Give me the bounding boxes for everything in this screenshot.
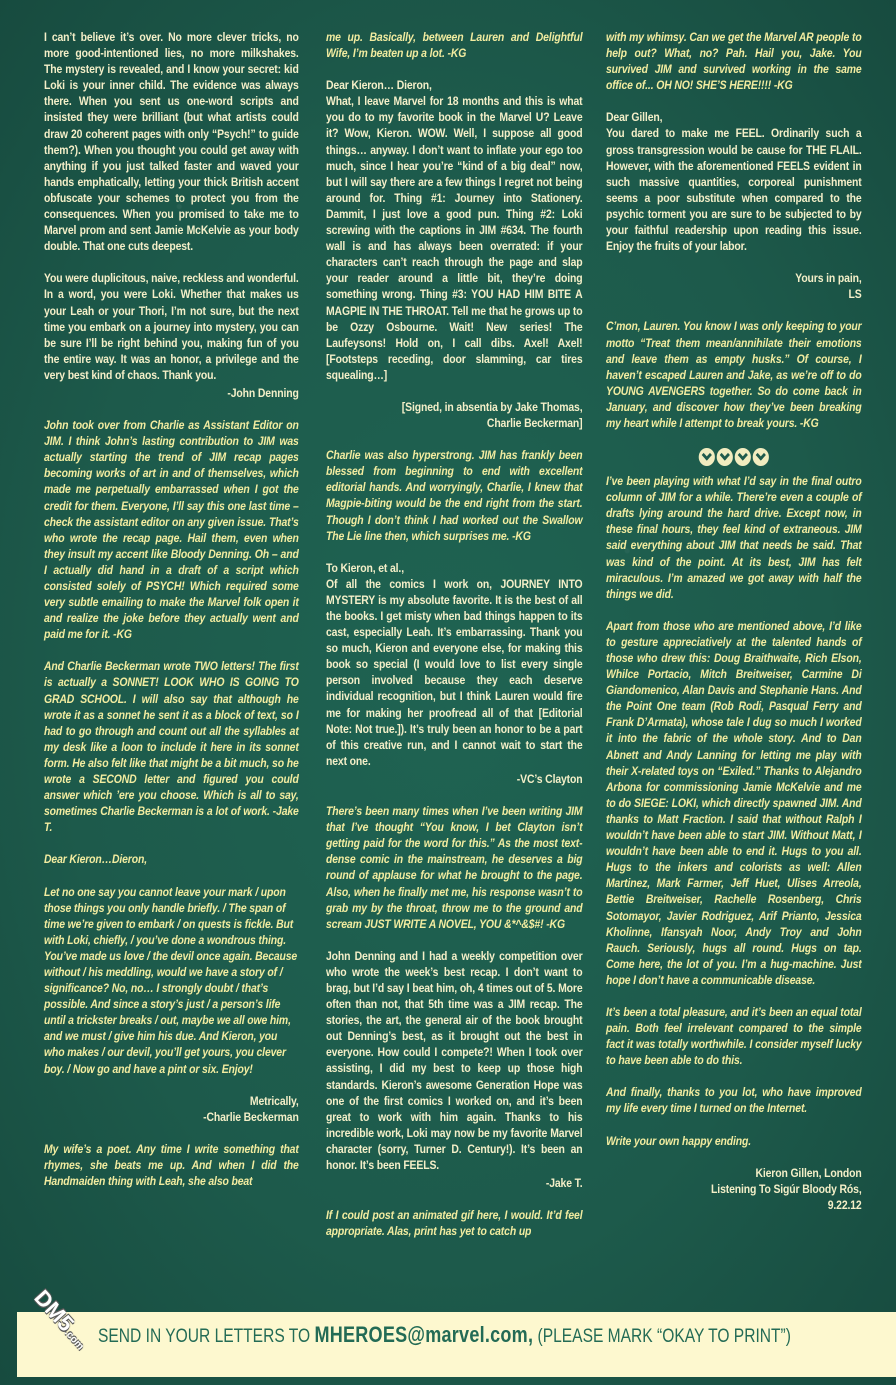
editor-reply: C’mon, Lauren. You know I was only keeping to your motto “Treat them mean/annihilate their emotions and leave them as empty husks.” Of course, I haven’t escaped Lauren and Jake, as we’re off to do YOUNG AVENGERS together. So do come back in January, and discover how they’ve been breaking my heart while I attempt to break yours. -KG xyxy=(606,320,862,430)
banner-suffix: (PLEASE MARK “OKAY TO PRINT”) xyxy=(533,1326,791,1347)
letter-signature: -John Denning xyxy=(227,386,299,400)
letter-signature: -VC’s Clayton xyxy=(516,772,583,786)
letter-salutation: Dear Gillen, xyxy=(606,111,663,125)
letter-paragraph: Of all the comics I work on, JOURNEY INTO MYSTERY is my absolute favorite. It is the best of all the books. I get misty when bad things happen to its cast, especially Leah. It’s embarrassing. Thank you so much, Kieron and everyone else, for making this book so special (I would love to list every single person involved because they each deserve individual recognition, but I think Lauren would fire me for making her proofread all of that [Editorial Note: Not true.]). It’s truly been an honor to be a part of this creative run, and I cannot wait to start the next one. xyxy=(326,577,583,768)
letter-signature: [Signed, in absentia by Jake Thomas, xyxy=(401,400,583,414)
column-2 xyxy=(326,30,583,1256)
outro-paragraph: It’s been a total pleasure, and it’s been an equal total pain. Both feel irrelevant compared to the simple fact it was totally worthwhile. I consider myself lucky to have been able to do this. xyxy=(606,1005,862,1068)
editor-reply: John took over from Charlie as Assistant Editor on JIM. I think John’s lasting contribution to JIM was actually starting the trend of JIM recap pages becoming works of art in and of themselves, which made me perpetually embarrassed when I got the credit for them. Everyone, I’ll say this one last time – check the assistant editor on any given issue. That’s who wrote the recap page. Hail them, even when they insult my accent like Bloody Denning. Oh – and I actually did hand in a draft of a script which consisted solely of PSYCH! Which required some very subtle emailing to make the Marvel folk open it and realize the joke before they actually went and paid me for it. -KG xyxy=(44,419,299,642)
heart-badge-icon xyxy=(699,448,715,466)
outro-paragraph: I’ve been playing with what I’d say in the final outro column of JIM for a while. There’re even a couple of drafts lying around the hard drive. Except now, in these final hours, they feel kind of extraneous. JIM said everything about JIM that needs be said. That was kind of the point. At its best, JIM has felt miraculous. I’m amazed we got away with half the things we did. xyxy=(606,475,862,601)
letter-signoff: Yours in pain, xyxy=(795,272,862,286)
column-3 xyxy=(606,30,862,1230)
letter-paragraph: You were duplicitous, naive, reckless and wonderful. In a word, you were Loki. Whether that makes us your Leah or your Thori, I’m not sure, but the next time you embark on a journey into mystery, you can be sure I’ll be right behind you, making fun of you the entire way. It was an honor, a privilege and the very best kind of chaos. Thank you. xyxy=(44,272,299,382)
editor-reply: If I could post an animated gif here, I would. It’d feel appropriate. Alas, print has yet to catch up xyxy=(326,1209,583,1239)
editor-reply: me up. Basically, between Lauren and Delightful Wife, I’m beaten up a lot. -KG xyxy=(326,31,583,61)
heart-badge-icon xyxy=(753,448,769,466)
letter-salutation: To Kieron, et al., xyxy=(326,561,404,575)
watermark-text: DM5 xyxy=(29,1285,80,1337)
submission-email-link[interactable]: MHEROES@marvel.com, xyxy=(314,1322,534,1347)
submission-banner-text xyxy=(98,1322,791,1348)
section-divider xyxy=(606,448,862,470)
editor-reply: My wife’s a poet. Any time I write something that rhymes, she beats me up. And when I did the Handmaiden thing with Leah, she also beat xyxy=(44,1142,299,1188)
letter-signature: Charlie Beckerman] xyxy=(486,417,583,431)
outro-paragraph: And finally, thanks to you lot, who have improved my life every time I turned on the Internet. xyxy=(606,1086,862,1116)
editor-reply: with my whimsy. Can we get the Marvel AR people to help out? What, no? Pah. Hail you, Jake. You survived JIM and survived working in the same office of... OH NO! SHE’S HERE!!!! -KG xyxy=(606,31,862,93)
letter-paragraph: What, I leave Marvel for 18 months and this is what you do to my favorite book in the Marvel U? Leave it? Wow, Kieron. WOW. Well, I suppose all good things… anyway. I don’t want to inflate your ego too much, since I hear you’re “kind of a big deal” now, but I will say there are a few things I regret not being around for. Thing #1: Journey into Stationery. Dammit, I just love a good pun. Thing #2: Loki screwing with the captions in JIM #634. The fourth wall is and has always been overrated: if your characters can’t reach through the page and slap your reader around a little bit, they’re doing something wrong. Thing #3: YOU HAD HIM BITE A MAGPIE IN THE THROAT. Tell me that he grows up to be Ozzy Osbourne. Wait! New series! The Laufeysons! Hold on, I call dibs. Axel! Axel! [Footsteps receding, door slamming, car tires squealing…] xyxy=(326,95,583,382)
column-1 xyxy=(44,30,299,1206)
editor-intro: And Charlie Beckerman wrote TWO letters! The first is actually a SONNET! LOOK WHO IS GOING TO GRAD SCHOOL. I will also say that although he wrote it as a sonnet he sent it as a block of text, so I had to go through and count out all the syllables at my desk like a loon to include it here in its sonnet form. He also felt like that might be a bit much, so he wrote a SECOND letter and figured you could answer which ’ere you choose. Which is all to say, sometimes Charlie Beckerman is a lot of work. -Jake T. xyxy=(44,660,299,835)
final-signature: Listening To Sigúr Bloody Rós, xyxy=(711,1182,862,1196)
heart-badge-icon xyxy=(717,448,733,466)
final-signature: Kieron Gillen, London xyxy=(755,1166,862,1180)
letter-signature: LS xyxy=(848,288,862,302)
letter-salutation: Dear Kieron… Dieron, xyxy=(326,79,432,93)
sonnet-text: Let no one say you cannot leave your mark / upon those things you only handle briefly. / The span of time we’re given to embark / on quests is fickle. But with Loki, chiefly, / you’ve done a wondrous thing. You’ve made us love / the devil once again. Because without / his meddling, would we have a story of / significance? No, no… I strongly doubt / that’s possible. And since a story’s just / a person’s life until a trickster breaks / out, maybe we all owe him, and we must / give him his due. And Kieron, you who makes / our devil, you’ll get yours, you clever boy. / Now go and have a pint or six. Enjoy! xyxy=(44,885,298,1076)
editor-reply: There’s been many times when I’ve been writing JIM that I’ve thought “You know, I bet Clayton isn’t getting paid for the word for this.” As the most text-dense comic in the mainstream, he deserves a big round of applause for what he brought to the page. Also, when he finally met me, his response wasn’t to grab my by the throat, throw me to the ground and scream JUST WRITE A NOVEL, YOU &*^&$#! -KG xyxy=(326,805,583,931)
heart-badge-icon xyxy=(735,448,751,466)
letter-paragraph: John Denning and I had a weekly competition over who wrote the week’s best recap. I don’t want to brag, but I’d say I beat him, oh, 4 times out of 5. More often than not, that 5th time was a JIM recap. The stories, the art, the general air of the book brought out Denning’s best, as it brought out the best in everyone. How could I compete?! When I took over assisting, I did my best to keep up those high standards. Kieron’s awesome Generation Hope was one of the first comics I worked on, and it’s been great to work with him again. Thanks to his incredible work, Loki may now be my favorite Marvel character (sorry, Turner D. Century!). It’s been an honor. It’s been FEELS. xyxy=(326,949,583,1172)
letter-signature: -Charlie Beckerman xyxy=(203,1110,299,1124)
letter-signoff: Metrically, xyxy=(249,1094,299,1108)
outro-paragraph: Write your own happy ending. xyxy=(606,1134,752,1148)
banner-prefix: SEND IN YOUR LETTERS TO xyxy=(98,1326,315,1347)
letter-signature: -Jake T. xyxy=(545,1177,583,1191)
letter-paragraph: You dared to make me FEEL. Ordinarily such a gross transgression would be cause for THE FLAIL. However, with the aforementioned FEELS evident in such massive quantities, corporeal punishment seems a poor substitute when compared to the psychic torment you are sure to be subjected to by your faithful readership upon reading this issue. Enjoy the fruits of your labor. xyxy=(606,127,862,254)
outro-paragraph: Apart from those who are mentioned above, I’d like to gesture appreciatively at the talented hands of those who drew this: Doug Braithwaite, Rich Elson, Whilce Portacio, Mitch Breitweiser, Carmine Di Giandomenico, Alan Davis and Stephanie Hans. And the Point One team (Rob Rodi, Pasqual Ferry and Frank D’Armata), whose tale I dug so much I worked it into the fabric of the whole story. And to Dan Abnett and Andy Lanning for letting me play with their X-related toys on “Exiled.” Thanks to Alejandro Arbona for commissioning Jamie McKelvie and me to do SIEGE: LOKI, which directly spawned JIM. And thanks to Matt Fraction. I said that without Ralph I wouldn’t have been able to start JIM. Without Matt, I wouldn’t have been able to end it. Hugs to you all. Hugs to the inkers and colorists as well: Allen Martinez, Mark Farmer, Jeff Huet, Ulises Arreola, Bettie Breitweiser, Rachelle Rosenberg, Chris Sotomayor, Javier Rodriguez, Arif Prianto, Jessica Kholinne, Ifansyah Noor, Andy Troy and John Rauch. Seriously, hugs all round. Hugs on tap. Come here, the lot of you. I’m a hug-machine. Just hope I don’t have a communicable disease. xyxy=(606,619,862,987)
editor-reply: Charlie was also hyperstrong. JIM has frankly been blessed from beginning to end with excellent editorial hands. And worryingly, Charlie, I knew that Magpie-biting would be the end right from the start. Though I don’t think I had worked out the Swallow The Lie line then, which surprises me. -KG xyxy=(326,449,583,543)
letter-salutation: Dear Kieron…Dieron, xyxy=(44,853,147,867)
watermark-subtext: .com xyxy=(61,1327,86,1353)
final-date: 9.22.12 xyxy=(827,1198,862,1212)
letter-paragraph: I can’t believe it’s over. No more clever tricks, no more good-intentioned lies, no more milkshakes. The mystery is revealed, and I know your secret: kid Loki is your inner child. The evidence was always there. When you sent us one-word scripts and insisted they were brilliant (but what artists could draw 20 coherent pages with only “Psych!” to guide them?). When you thought you could get away with anything if you just talked faster and waved your hands emphatically, letting your thick British accent obfuscate your schemes to protect you from the consequences. When you promised to take me to Marvel prom and sent Jamie McKelvie as your body double. That one cuts deepest. xyxy=(44,31,299,254)
